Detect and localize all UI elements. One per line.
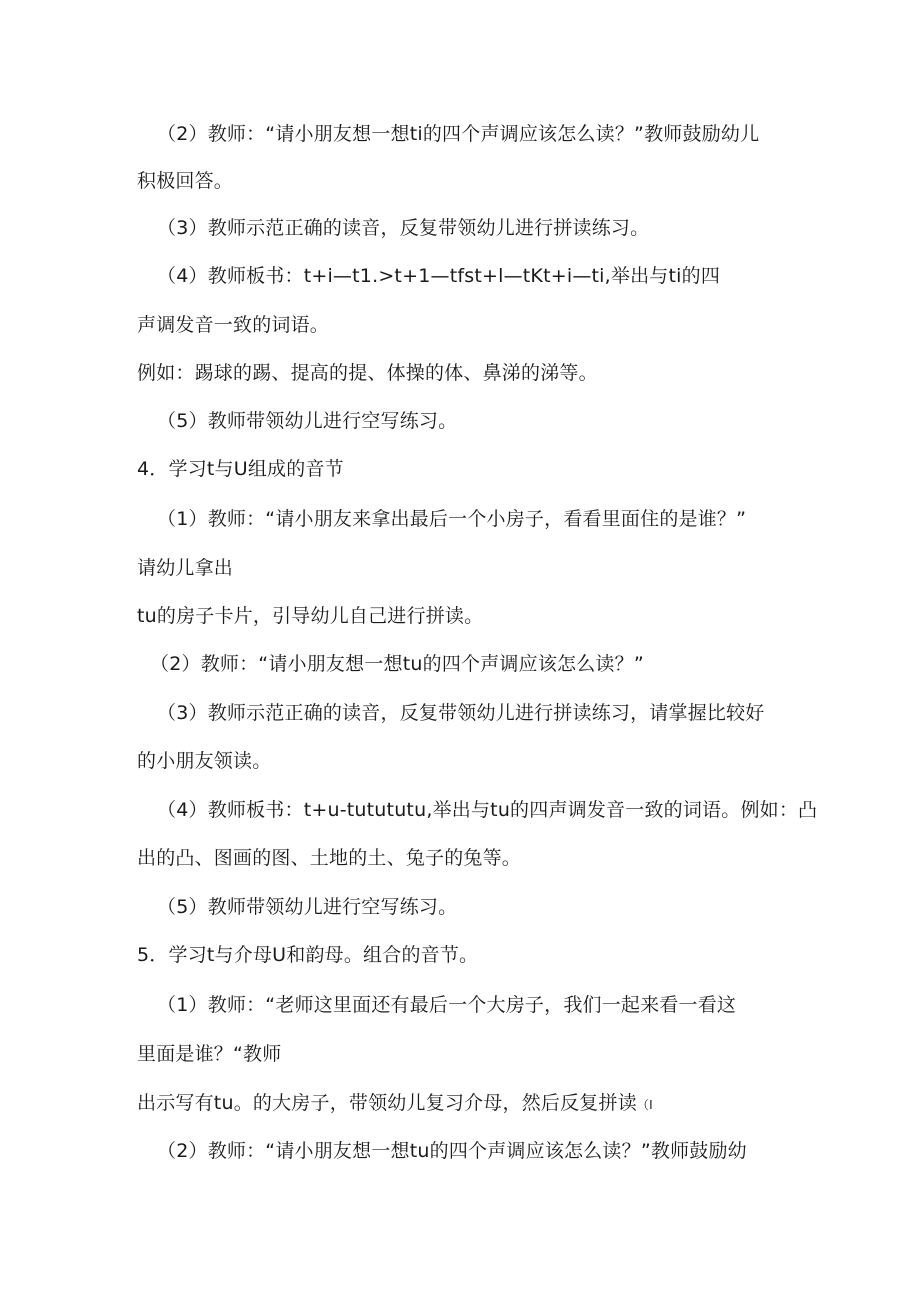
text-line-3: （3）教师示范正确的读音，反复带领幼儿进行拼读练习。 xyxy=(157,217,650,239)
text-line-1: （2）教师：“请小朋友想一想ti的四个声调应该怎么读？”教师鼓励幼儿 xyxy=(157,123,760,145)
text-line-11: tu的房子卡片，引导幼儿自己进行拼读。 xyxy=(137,605,484,627)
text-line-20: 里面是谁？“教师 xyxy=(137,1043,282,1065)
trailing-mark: （I xyxy=(636,1098,653,1112)
text-line-6: 例如：踢球的踢、提高的提、体操的体、鼻涕的涕等。 xyxy=(137,362,598,384)
text-line-16: 出的凸、图画的图、土地的土、兔子的兔等。 xyxy=(137,847,522,869)
text-line-19: （1）教师：“老师这里面还有最后一个大房子，我们一起来看一看这 xyxy=(157,994,737,1016)
text-line-5: 声调发音一致的词语。 xyxy=(137,314,330,336)
text-line-15: （4）教师板书：t+u-tutututu,举出与tu的四声调发音一致的词语。例如：凸 xyxy=(157,799,818,821)
text-line-7: （5）教师带领幼儿进行空写练习。 xyxy=(157,410,458,432)
text-line-12: （2）教师：“请小朋友想一想tu的四个声调应该怎么读？” xyxy=(150,653,644,675)
text-line-14: 的小朋友领读。 xyxy=(137,750,272,772)
section-heading-5: 5．学习t与介母U和韵母。组合的音节。 xyxy=(137,944,479,966)
text-line-2: 积极回答。 xyxy=(137,170,234,192)
text-line-9: （1）教师：“请小朋友来拿出最后一个小房子，看看里面住的是谁？” xyxy=(157,508,747,530)
text-line-13: （3）教师示范正确的读音，反复带领幼儿进行拼读练习，请掌握比较好 xyxy=(157,702,765,724)
text-line-21-main: 出示写有tu。的大房子，带领幼儿复习介母，然后反复拼读 xyxy=(137,1092,637,1114)
text-line-4: （4）教师板书：t+i—t1.>t+1—tfst+l—tKt+i—ti,举出与ti的四 xyxy=(157,265,721,287)
text-line-10: 请幼儿拿出 xyxy=(137,557,234,579)
section-heading-4: 4．学习t与U组成的音节 xyxy=(137,458,344,480)
text-line-22: （2）教师：“请小朋友想一想tu的四个声调应该怎么读？”教师鼓励幼 xyxy=(157,1140,747,1162)
text-line-17: （5）教师带领幼儿进行空写练习。 xyxy=(157,896,458,918)
text-line-21 xyxy=(137,1091,653,1117)
